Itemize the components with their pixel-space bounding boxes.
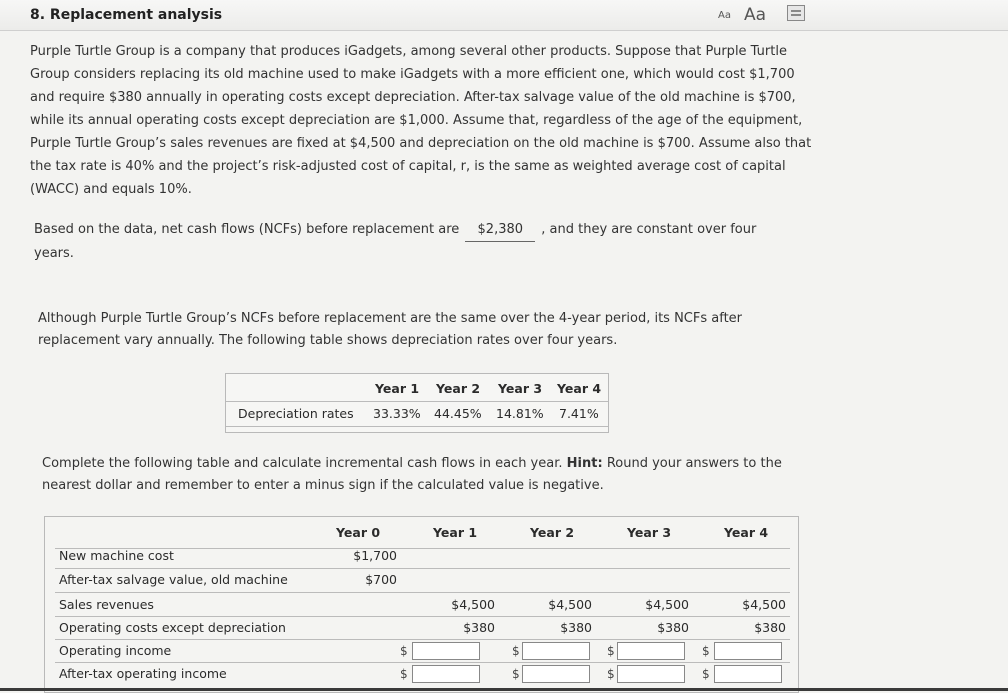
currency-symbol: $	[400, 644, 408, 658]
dep-header-year-2: Year 2	[436, 381, 481, 396]
depreciation-intro: Although Purple Turtle Group’s NCFs before replacement are the same over the 4-year period, its NCFs after replacement vary annually. The following table shows depreciation rates over four years.	[38, 311, 743, 348]
hint-label: Hint:	[566, 456, 603, 471]
separator	[55, 592, 790, 593]
depreciation-rates-row	[226, 401, 608, 427]
currency-symbol: $	[702, 667, 710, 681]
cell-year-2: $380	[560, 620, 592, 635]
ncf-answer[interactable]: $2,380	[465, 218, 535, 242]
currency-symbol: $	[607, 667, 615, 681]
cf-header-year-3: Year 3	[627, 525, 672, 540]
row-label: Operating costs except depreciation	[59, 620, 286, 635]
cell-year-3: $380	[657, 620, 689, 635]
operating-income-year-3-input[interactable]	[714, 642, 782, 660]
cell-year-0: $1,700	[353, 548, 397, 563]
currency-symbol: $	[702, 644, 710, 658]
operating-income-year-0-input[interactable]	[412, 642, 480, 660]
ncf-text-before: Based on the data, net cash flows (NCFs) before replacement are	[34, 222, 460, 237]
cell-year-1: $4,500	[451, 597, 495, 612]
cf-header-year-0: Year 0	[336, 525, 381, 540]
table-row	[55, 663, 790, 685]
row-label: After-tax salvage value, old machine	[59, 572, 288, 587]
dep-row-label: Depreciation rates	[238, 406, 354, 421]
problem-statement: Purple Turtle Group is a company that produces iGadgets, among several other products. Suppose that Purple Turtle Group considers replacing its old machine used to make iGadgets with a more efficient one, which would cost $1,700 and require $380 annually in operating costs except depreciation. After-tax salvage value of the old machine is $700, while its annual operating costs except depreciation are $1,000. Assume that, regardless of the age of the equipment, Purple Turtle Group’s sales revenues are fixed at $4,500 and depreciation on the old machine is $700. Assume also that the tax rate is 40% and the project’s risk-adjusted cost of capital, r, is the same as weighted average cost of capital (WACC) and equals 10%.	[30, 44, 812, 197]
instructions	[42, 453, 792, 497]
row-label: New machine cost	[59, 548, 174, 563]
dep-header-year-4: Year 4	[557, 381, 602, 396]
currency-symbol: $	[512, 644, 520, 658]
table-row	[55, 594, 790, 616]
question-title: 8. Replacement analysis	[30, 7, 223, 23]
hint-text: Round your answers to the nearest dollar and remember to enter a minus sign if the calculated value is negative.	[42, 456, 782, 493]
dep-rate-year-3: 14.81%	[496, 406, 544, 421]
table-row	[55, 545, 790, 567]
operating-income-year-2-input[interactable]	[617, 642, 685, 660]
dep-header-year-3: Year 3	[498, 381, 543, 396]
after-tax-income-year-1-input[interactable]	[522, 665, 590, 683]
cell-year-2: $4,500	[548, 597, 592, 612]
instructions-text: Complete the following table and calculate incremental cash flows in each year.	[42, 456, 563, 471]
cell-year-0: $700	[365, 572, 397, 587]
cell-year-3: $4,500	[645, 597, 689, 612]
row-label: After-tax operating income	[59, 666, 227, 681]
ncf-statement	[34, 218, 794, 265]
cash-flow-table	[44, 516, 799, 693]
after-tax-income-year-3-input[interactable]	[714, 665, 782, 683]
table-row	[55, 569, 790, 591]
depreciation-table	[225, 373, 609, 433]
dep-rate-year-4: 7.41%	[559, 406, 599, 421]
print-icon[interactable]	[787, 5, 805, 21]
dep-rate-year-1: 33.33%	[373, 406, 421, 421]
currency-symbol: $	[607, 644, 615, 658]
currency-symbol: $	[512, 667, 520, 681]
depreciation-header-row	[226, 377, 608, 401]
question-header	[0, 0, 1008, 31]
after-tax-income-year-0-input[interactable]	[412, 665, 480, 683]
currency-symbol: $	[400, 667, 408, 681]
after-tax-income-year-2-input[interactable]	[617, 665, 685, 683]
cf-header-year-2: Year 2	[530, 525, 575, 540]
table-row	[55, 617, 790, 639]
cf-header-year-1: Year 1	[433, 525, 478, 540]
dep-header-year-1: Year 1	[375, 381, 420, 396]
table-row	[55, 640, 790, 662]
cell-year-1: $380	[463, 620, 495, 635]
operating-income-year-1-input[interactable]	[522, 642, 590, 660]
ncf-text-after: , and they are constant over four years.	[34, 222, 757, 261]
cell-year-4: $380	[754, 620, 786, 635]
cf-header-year-4: Year 4	[724, 525, 769, 540]
row-label: Operating income	[59, 643, 172, 658]
row-label: Sales revenues	[59, 597, 154, 612]
dep-rate-year-2: 44.45%	[434, 406, 482, 421]
font-decrease-button[interactable]: Aa	[718, 10, 731, 21]
cell-year-4: $4,500	[742, 597, 786, 612]
font-increase-button[interactable]: Aa	[744, 5, 767, 25]
